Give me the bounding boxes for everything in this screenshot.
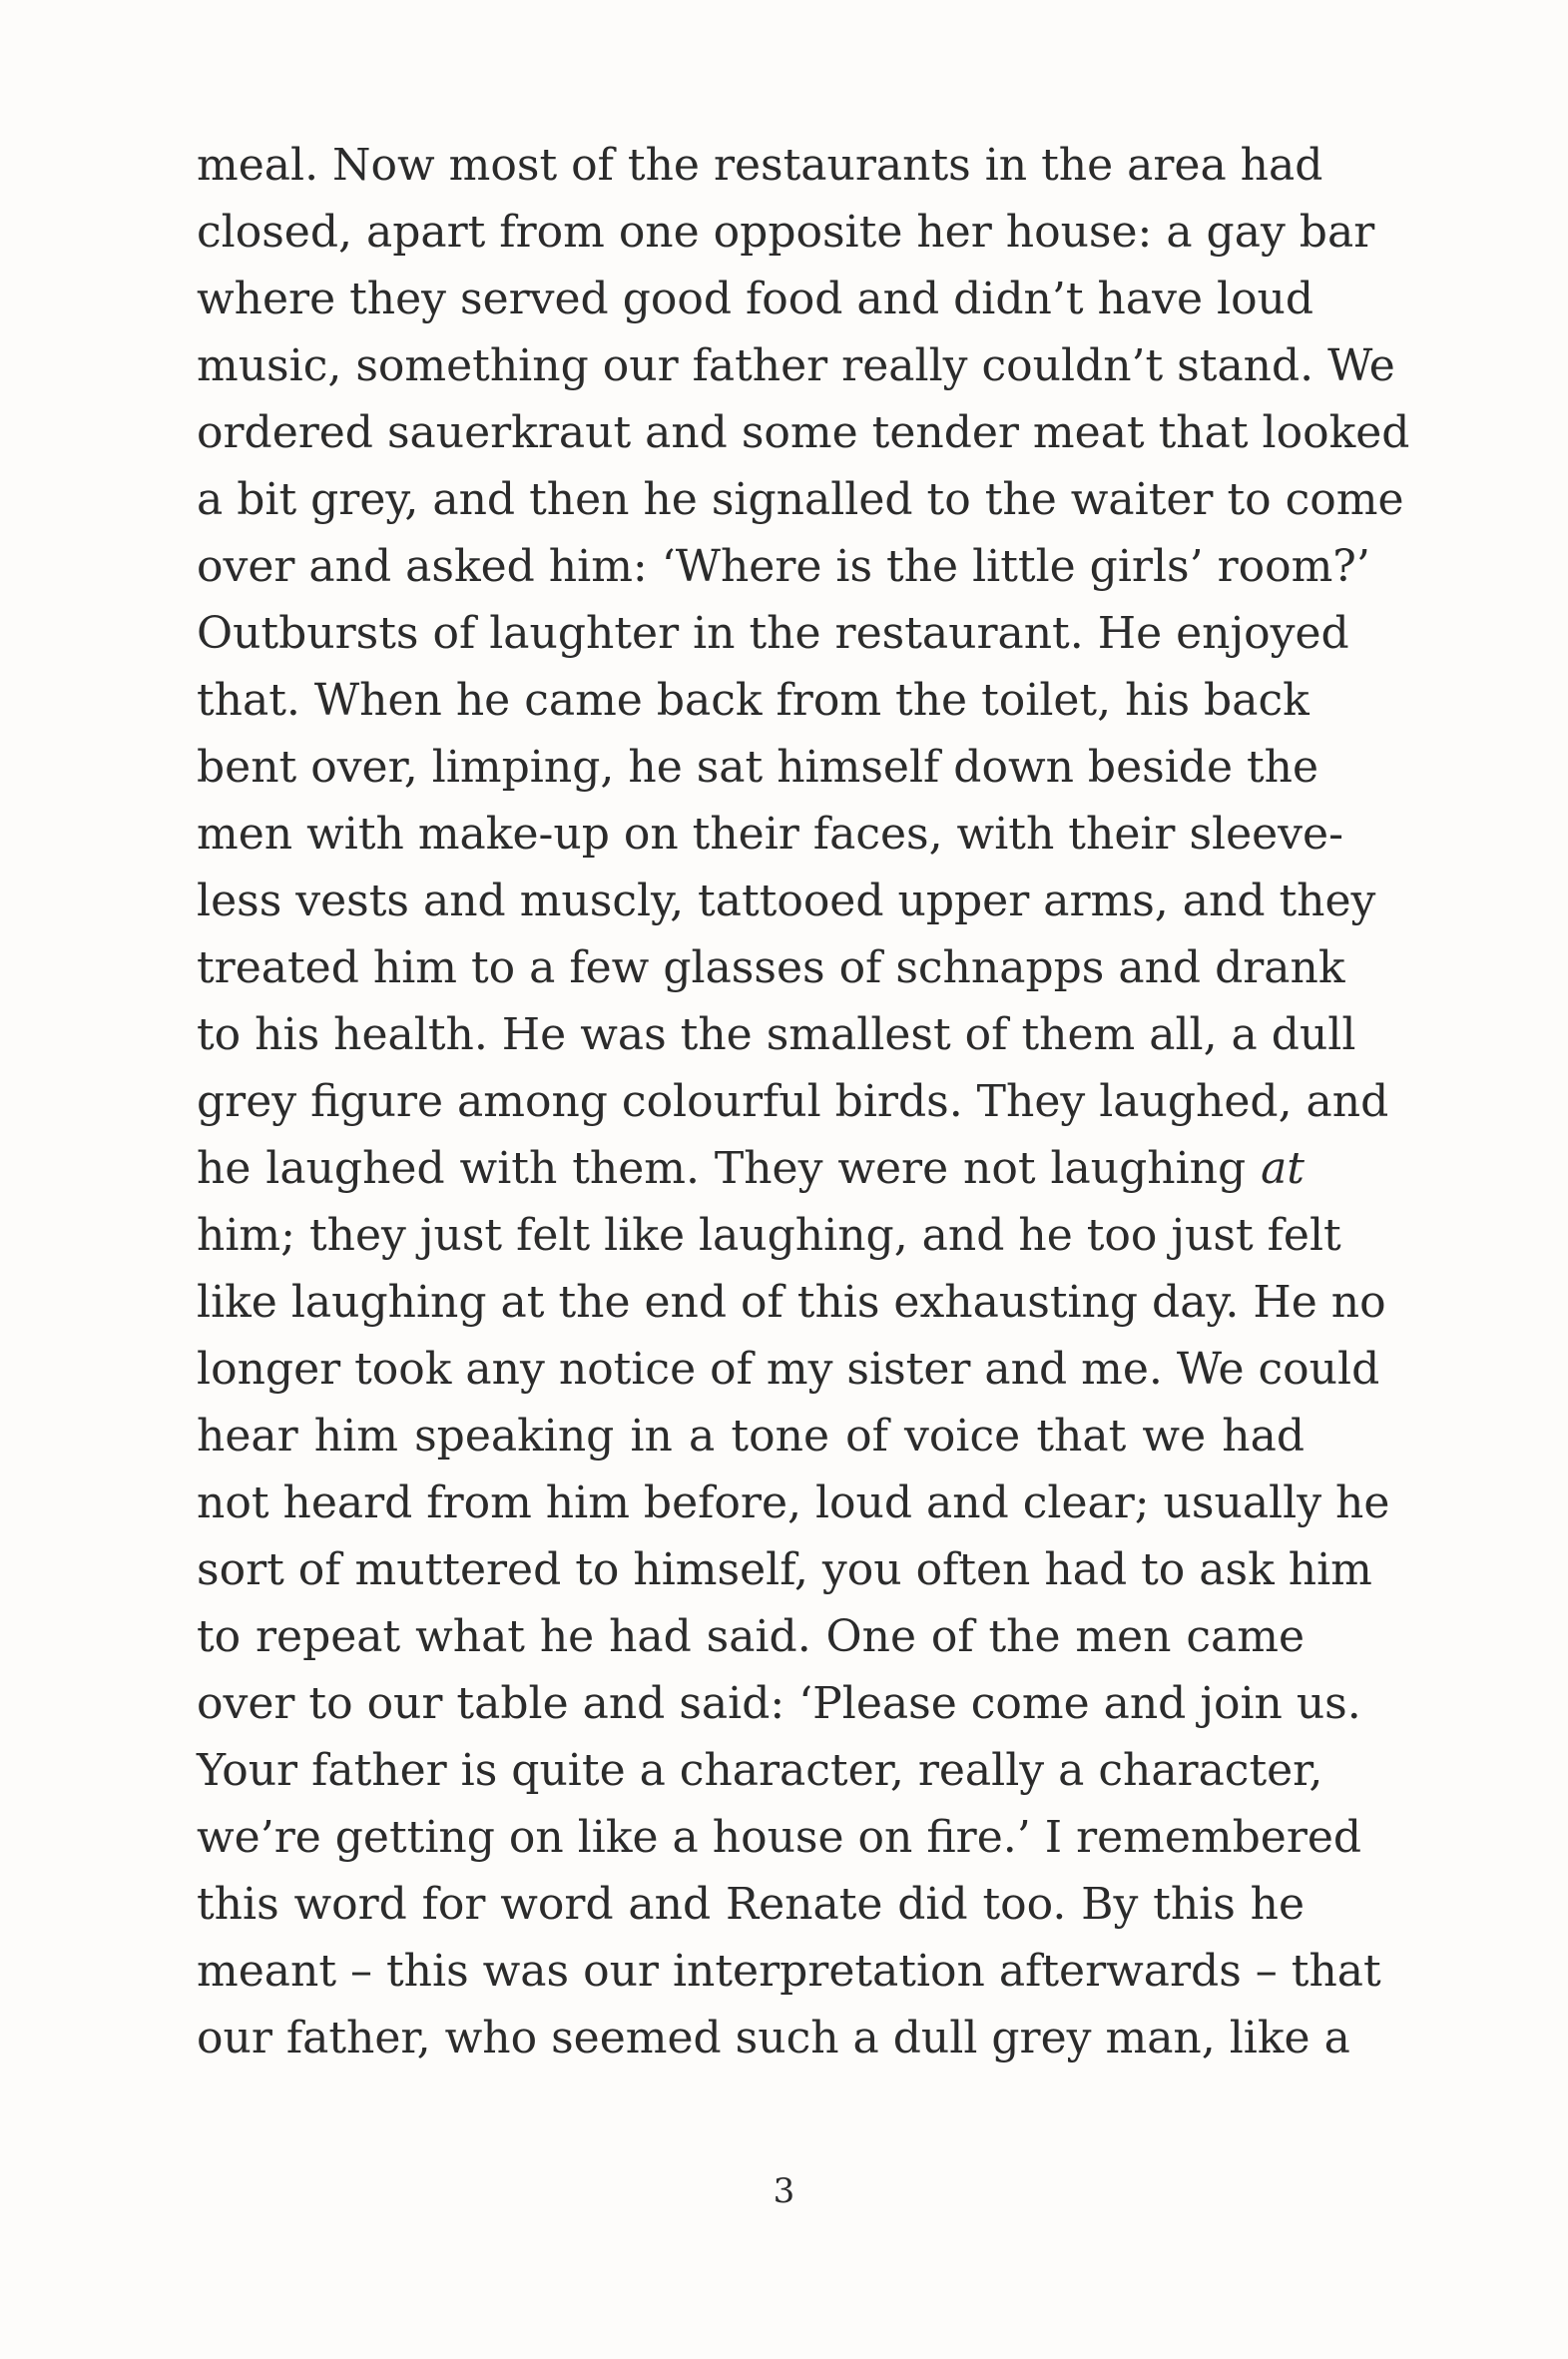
text-line: meant – this was our interpretation afterwards – that	[197, 1946, 1381, 1997]
text-line: Your father is quite a character, really a character,	[197, 1745, 1323, 1796]
emphasis-text: at	[1261, 1143, 1305, 1194]
text-line: bent over, limping, he sat himself down beside the	[197, 742, 1319, 793]
text-line: this word for word and Renate did too. By this he	[197, 1879, 1305, 1930]
text-line: Outbursts of laughter in the restaurant. He enjoyed	[197, 608, 1349, 659]
body-text	[197, 132, 1410, 2071]
text-line: our father, who seemed such a dull grey man, like a	[197, 2013, 1350, 2064]
text-line: grey figure among colourful birds. They laughed, and	[197, 1076, 1389, 1127]
text-line: like laughing at the end of this exhausting day. He no	[197, 1277, 1386, 1328]
text-line: meal. Now most of the restaurants in the area had	[197, 140, 1323, 191]
text-line: hear him speaking in a tone of voice that we had	[197, 1411, 1305, 1462]
text-line: not heard from him before, loud and clear; usually he	[197, 1477, 1390, 1528]
text-line: music, something our father really couldn’t stand. We	[197, 340, 1395, 391]
text-line: men with make-up on their faces, with their sleeve-	[197, 809, 1343, 860]
text-line: less vests and muscly, tattooed upper arms, and they	[197, 876, 1376, 926]
text-line: a bit grey, and then he signalled to the waiter to come	[197, 474, 1404, 525]
page-number: 3	[773, 2171, 795, 2211]
text-line: over and asked him: ‘Where is the little girls’ room?’	[197, 541, 1370, 592]
text-line: over to our table and said: ‘Please come and join us.	[197, 1678, 1361, 1729]
text-line: longer took any notice of my sister and me. We could	[197, 1344, 1380, 1395]
text-line: treated him to a few glasses of schnapps and drank	[197, 942, 1345, 993]
text-line: to his health. He was the smallest of them all, a dull	[197, 1009, 1356, 1060]
text-line: sort of muttered to himself, you often had to ask him	[197, 1544, 1372, 1595]
text-line: closed, apart from one opposite her house: a gay bar	[197, 207, 1375, 258]
text-line: he laughed with them. They were not laughing at	[197, 1143, 1305, 1194]
text-line: that. When he came back from the toilet, his back	[197, 675, 1309, 726]
text-line: we’re getting on like a house on fire.’ I remembered	[197, 1812, 1362, 1863]
text-line: him; they just felt like laughing, and he too just felt	[197, 1210, 1341, 1261]
text-line: to repeat what he had said. One of the men came	[197, 1611, 1305, 1662]
text-line: ordered sauerkraut and some tender meat that looked	[197, 407, 1410, 458]
text-line: where they served good food and didn’t have loud	[197, 274, 1314, 324]
